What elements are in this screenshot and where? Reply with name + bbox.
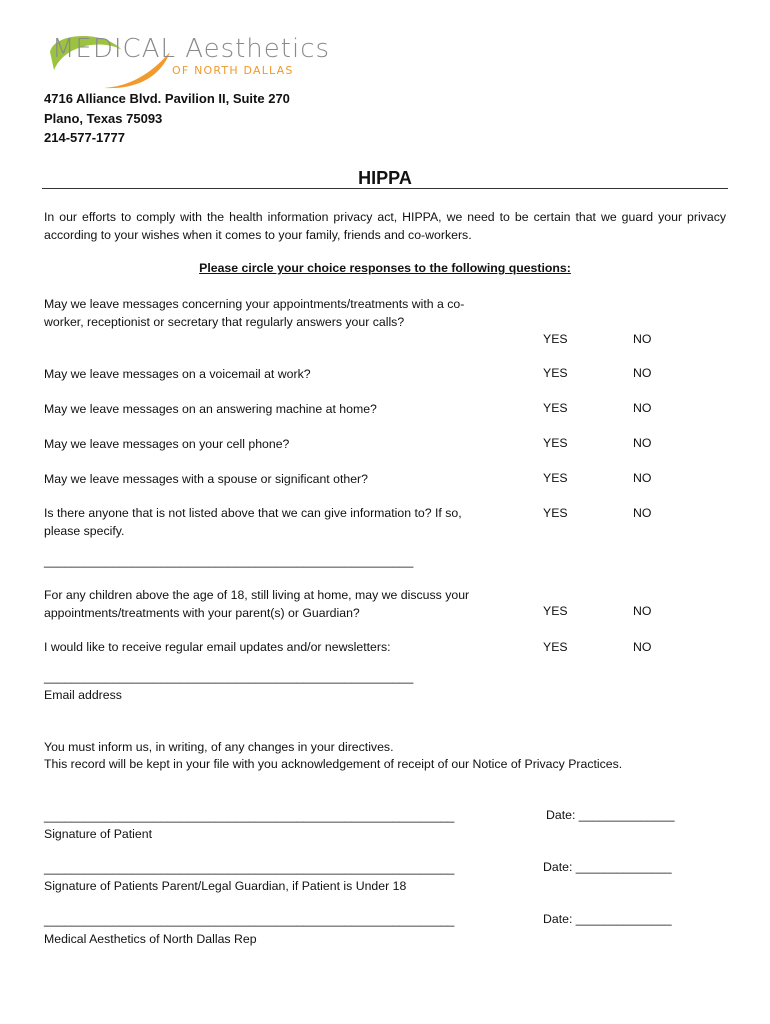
no-option[interactable]: NO <box>633 436 652 450</box>
logo-sub-text: OF NORTH DALLAS <box>172 64 294 77</box>
specify-input-line[interactable]: ______________________________________________________ <box>44 554 414 568</box>
clinic-logo <box>44 30 331 92</box>
yes-option[interactable]: YES <box>543 366 568 380</box>
yes-option[interactable]: YES <box>543 506 568 520</box>
yes-option[interactable]: YES <box>543 401 568 415</box>
notice-line-1: You must inform us, in writing, of any changes in your directives. <box>44 740 394 754</box>
no-option[interactable]: NO <box>633 332 652 346</box>
email-input-line[interactable]: ______________________________________________________ <box>44 670 414 684</box>
question-1: May we leave messages concerning your appointments/treatments with a co-worker, receptionist or secretary that regularly answers your calls? <box>44 297 465 329</box>
address-line-2: Plano, Texas 75093 <box>44 111 163 126</box>
yes-option[interactable]: YES <box>543 604 568 618</box>
question-3: May we leave messages on an answering machine at home? <box>44 402 377 416</box>
guardian-signature-line[interactable]: ____________________________________________________________ <box>44 861 455 875</box>
phone-number: 214-577-1777 <box>44 130 125 145</box>
guardian-signature-label: Signature of Patients Parent/Legal Guardian, if Patient is Under 18 <box>44 879 407 893</box>
page-title: HIPPA <box>358 168 412 188</box>
logo-main-text: MEDICAL Aesthetics <box>52 34 331 64</box>
question-8: I would like to receive regular email updates and/or newsletters: <box>44 640 391 654</box>
patient-date-field[interactable]: Date: ______________ <box>546 808 675 822</box>
no-option[interactable]: NO <box>633 640 652 654</box>
question-2: May we leave messages on a voicemail at work? <box>44 367 311 381</box>
patient-signature-line[interactable]: ____________________________________________________________ <box>44 809 455 823</box>
intro-paragraph: In our efforts to comply with the health information privacy act, HIPPA, we need to be certain that we guard your privacy according to your wishes when it comes to your family, friends and co-workers. <box>44 210 726 242</box>
question-5: May we leave messages with a spouse or significant other? <box>44 472 368 486</box>
title-divider <box>42 188 728 189</box>
no-option[interactable]: NO <box>633 366 652 380</box>
yes-option[interactable]: YES <box>543 332 568 346</box>
rep-date-field[interactable]: Date: ______________ <box>543 912 672 926</box>
email-label: Email address <box>44 688 122 702</box>
rep-signature-label: Medical Aesthetics of North Dallas Rep <box>44 932 257 946</box>
patient-signature-label: Signature of Patient <box>44 827 153 841</box>
rep-signature-line[interactable]: ____________________________________________________________ <box>44 913 455 927</box>
question-6: Is there anyone that is not listed above that we can give information to? If so, please specify. <box>44 506 462 538</box>
notice-line-2: This record will be kept in your file with you acknowledgement of receipt of our Notice of Privacy Practices. <box>44 757 623 771</box>
guardian-date-field[interactable]: Date: ______________ <box>543 860 672 874</box>
instruction-heading: Please circle your choice responses to the following questions: <box>199 261 571 275</box>
no-option[interactable]: NO <box>633 471 652 485</box>
question-4: May we leave messages on your cell phone? <box>44 437 290 451</box>
yes-option[interactable]: YES <box>543 436 568 450</box>
question-7: For any children above the age of 18, still living at home, may we discuss your appointments/treatments with your parent(s) or Guardian? <box>44 588 470 620</box>
yes-option[interactable]: YES <box>543 640 568 654</box>
no-option[interactable]: NO <box>633 506 652 520</box>
no-option[interactable]: NO <box>633 604 652 618</box>
no-option[interactable]: NO <box>633 401 652 415</box>
yes-option[interactable]: YES <box>543 471 568 485</box>
address-line-1: 4716 Alliance Blvd. Pavilion II, Suite 270 <box>44 91 290 106</box>
